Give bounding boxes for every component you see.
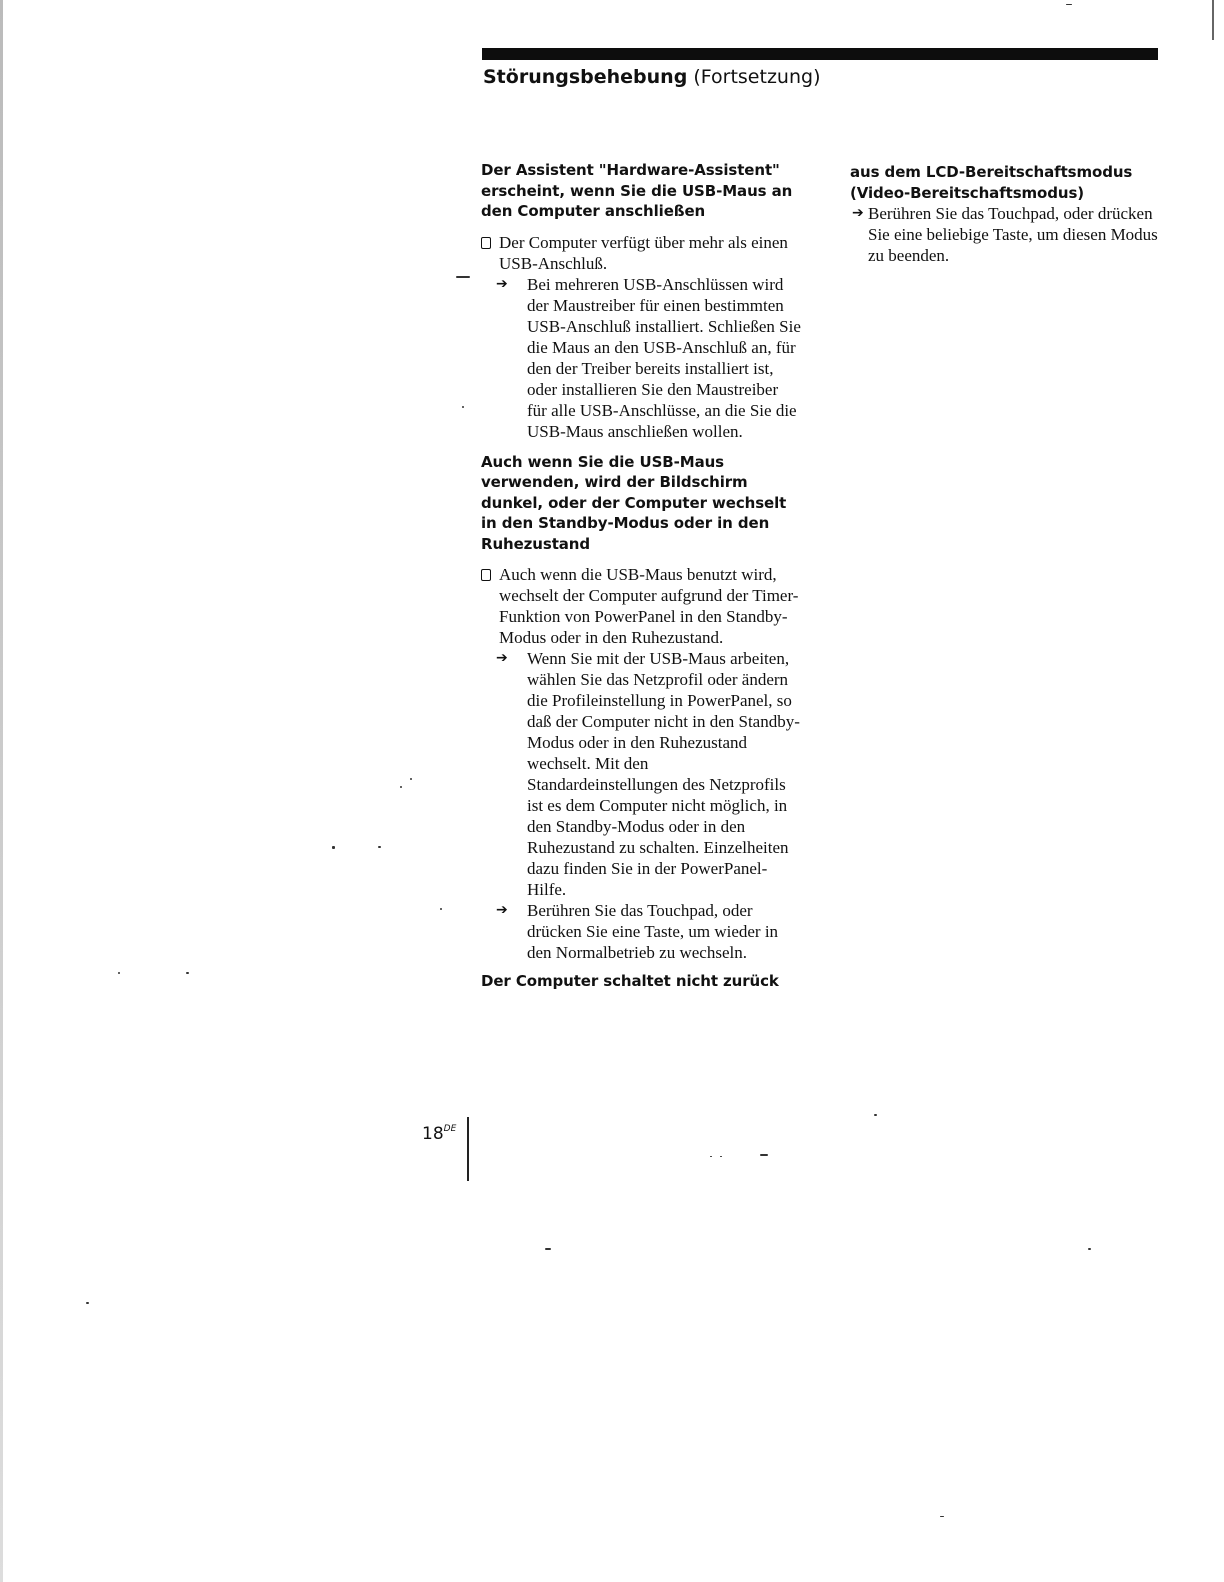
- scan-speck: [186, 972, 189, 974]
- scan-speck: [1066, 4, 1072, 5]
- solution-item: [496, 274, 801, 442]
- scan-speck: [462, 406, 464, 408]
- arrow-right-icon: ➔: [496, 650, 508, 666]
- solution-text: Berühren Sie das Touchpad, oder drücken Sie eine beliebige Taste, um diesen Modus zu beenden.: [868, 204, 1158, 265]
- scan-right-edge: [1212, 0, 1214, 40]
- checkbox-bullet-icon: [481, 237, 491, 249]
- scan-left-edge: [0, 0, 3, 1582]
- scan-speck: [940, 1516, 944, 1517]
- section-heading-continued: aus dem LCD-Bereitschaftsmodus (Video-Bereitschaftsmodus): [850, 163, 1133, 202]
- condition-text: Der Computer verfügt über mehr als einen USB-Anschluß.: [499, 232, 788, 273]
- page-number-suffix: DE: [443, 1124, 457, 1134]
- solution-text: Wenn Sie mit der USB-Maus arbeiten, wählen Sie das Netzprofil oder ändern die Profileinstellung in PowerPanel, so daß der Computer nicht in den Standby-Modus oder in den Ruhezustand wechselt. Mit den Standardeinstellungen des Netzprofils ist es dem Computer nicht möglich, in den Standby-Modus oder in den Ruhezustand zu schalten. Einzelheiten dazu finden Sie in der PowerPanel-Hilfe.: [527, 649, 800, 899]
- solution-item: [496, 648, 801, 900]
- scan-speck: [1088, 1248, 1091, 1250]
- page-title-continuation: (Fortsetzung): [693, 66, 821, 88]
- right-column: [850, 162, 1160, 266]
- section-heading: Der Assistent "Hardware-Assistent" erscheint, wenn Sie die USB-Maus an den Computer anschließen: [481, 161, 793, 220]
- condition-item: [481, 564, 801, 963]
- section-no-resume: [481, 971, 801, 992]
- scan-speck: [456, 276, 470, 278]
- scan-speck: [440, 908, 442, 910]
- scan-speck: [760, 1154, 768, 1156]
- scan-speck: [378, 846, 381, 848]
- checkbox-bullet-icon: [481, 569, 491, 581]
- scan-speck: [118, 972, 120, 974]
- section-screen-dark: [481, 452, 801, 964]
- arrow-right-icon: ➔: [496, 902, 508, 918]
- solution-text: Berühren Sie das Touchpad, oder drücken Sie eine Taste, um wieder in den Normalbetrieb zu wechseln.: [527, 901, 779, 962]
- scan-speck: [545, 1248, 551, 1250]
- page-title-main: Störungsbehebung: [483, 66, 688, 88]
- scan-speck: [410, 778, 412, 780]
- section-heading: Der Computer schaltet nicht zurück: [481, 972, 779, 990]
- scan-speck: [874, 1114, 877, 1116]
- page-number-rule: [467, 1117, 469, 1181]
- arrow-right-icon: ➔: [496, 275, 508, 292]
- page-number: [422, 1118, 456, 1145]
- solution-item: [850, 203, 1160, 266]
- arrow-right-icon: ➔: [852, 205, 864, 221]
- solution-text: Bei mehreren USB-Anschlüssen wird der Maustreiber für einen bestimmten USB-Anschluß installiert. Schließen Sie die Maus an den USB-Anschluß an, für den der Treiber bereits installiert ist, oder installieren Sie den Maustreiber für alle USB-Anschlüsse, an die Sie die USB-Maus anschließen wollen.: [527, 274, 801, 441]
- section-heading: Auch wenn Sie die USB-Maus verwenden, wird der Bildschirm dunkel, oder der Computer wechselt in den Standby-Modus oder in den Ruhezustand: [481, 452, 787, 553]
- condition-item: [481, 232, 801, 442]
- scan-speck: [720, 1156, 722, 1157]
- page-title: [483, 64, 820, 90]
- scan-speck: [332, 846, 335, 849]
- page-number-value: 18: [422, 1124, 444, 1144]
- scan-speck: [710, 1156, 712, 1157]
- left-column: [481, 160, 801, 992]
- scan-speck: [400, 786, 402, 788]
- solution-item: [496, 900, 801, 963]
- header-rule: [482, 48, 1158, 60]
- scan-speck: [86, 1302, 89, 1304]
- section-hardware-assistant: [481, 160, 801, 442]
- condition-text: Auch wenn die USB-Maus benutzt wird, wechselt der Computer aufgrund der Timer-Funktion von PowerPanel in den Standby-Modus oder in den Ruhezustand.: [499, 565, 799, 647]
